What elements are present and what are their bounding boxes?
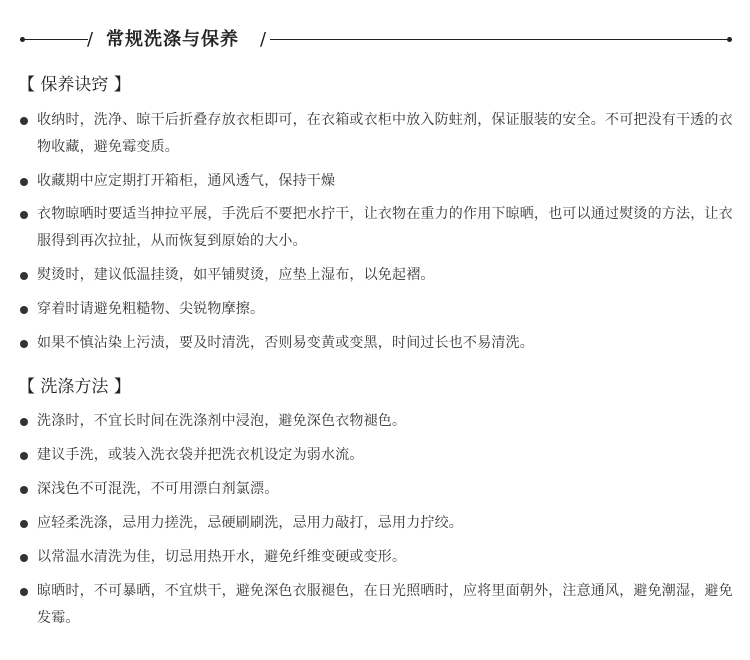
bullet-icon [20, 452, 28, 460]
bullet-icon [20, 340, 28, 348]
rule-dot-right [727, 37, 732, 42]
wash-item [18, 408, 740, 435]
title-slash-right: / [260, 29, 267, 50]
bullet-icon [20, 272, 28, 280]
care-item [18, 168, 740, 195]
page-title: 常规洗涤与保养 [106, 29, 239, 50]
care-item-text: 收纳时，洗净、晾干后折叠存放衣柜即可，在衣箱或衣柜中放入防蛀剂，保证服装的安全。不可把没有干透的衣物收藏，避免霉变质。 [37, 112, 733, 155]
bullet-icon [20, 211, 28, 219]
wash-item-text: 应轻柔洗涤，忌用力搓洗，忌硬刷刷洗，忌用力敲打，忌用力拧绞。 [37, 515, 463, 531]
bullet-icon [20, 178, 28, 186]
title-slash-left: / [87, 29, 94, 50]
bullet-icon [20, 554, 28, 562]
bullet-icon [20, 486, 28, 494]
bullet-icon [20, 306, 28, 314]
care-item [18, 201, 740, 255]
wash-item-text: 洗涤时，不宜长时间在洗涤剂中浸泡，避免深色衣物褪色。 [37, 413, 407, 429]
bullet-icon [20, 117, 28, 125]
care-item-text: 收藏期中应定期打开箱柜，通风透气，保持干燥 [37, 173, 336, 189]
care-item-text: 穿着时请避免粗糙物、尖锐物摩擦。 [37, 301, 265, 317]
wash-item-text: 晾晒时，不可暴晒，不宜烘干，避免深色衣服褪色，在日光照晒时，应将里面朝外，注意通风，避免潮湿，避免发霉。 [37, 583, 733, 626]
wash-item-text: 以常温水清洗为佳，切忌用热开水，避免纤维变硬或变形。 [37, 549, 407, 565]
wash-method-heading: 【 洗涤方法 】 [18, 377, 131, 397]
care-item [18, 262, 740, 289]
wash-item-text: 建议手洗，或装入洗衣袋并把洗衣机设定为弱水流。 [37, 447, 364, 463]
section-title-rule [20, 27, 732, 53]
wash-item-text: 深浅色不可混洗，不可用漂白剂氯漂。 [37, 481, 279, 497]
wash-item [18, 578, 740, 632]
care-item-text: 衣物晾晒时要适当抻拉平展，手洗后不要把水拧干，让衣物在重力的作用下晾晒，也可以通过熨烫的方法，让衣服得到再次拉扯，从而恢复到原始的大小。 [37, 206, 733, 249]
wash-item [18, 442, 740, 469]
care-tips-heading: 【 保养诀窍 】 [18, 75, 131, 95]
care-item [18, 107, 740, 161]
wash-item [18, 510, 740, 537]
bullet-icon [20, 588, 28, 596]
rule-line-right [270, 39, 730, 40]
wash-item [18, 544, 740, 571]
bullet-icon [20, 520, 28, 528]
rule-line-left [23, 39, 88, 40]
care-item-text: 如果不慎沾染上污渍，要及时清洗，否则易变黄或变黑，时间过长也不易清洗。 [37, 335, 534, 351]
bullet-icon [20, 418, 28, 426]
care-item-text: 熨烫时，建议低温挂烫，如平铺熨烫，应垫上湿布，以免起褶。 [37, 267, 435, 283]
care-item [18, 296, 740, 323]
wash-item [18, 476, 740, 503]
care-item [18, 330, 740, 357]
